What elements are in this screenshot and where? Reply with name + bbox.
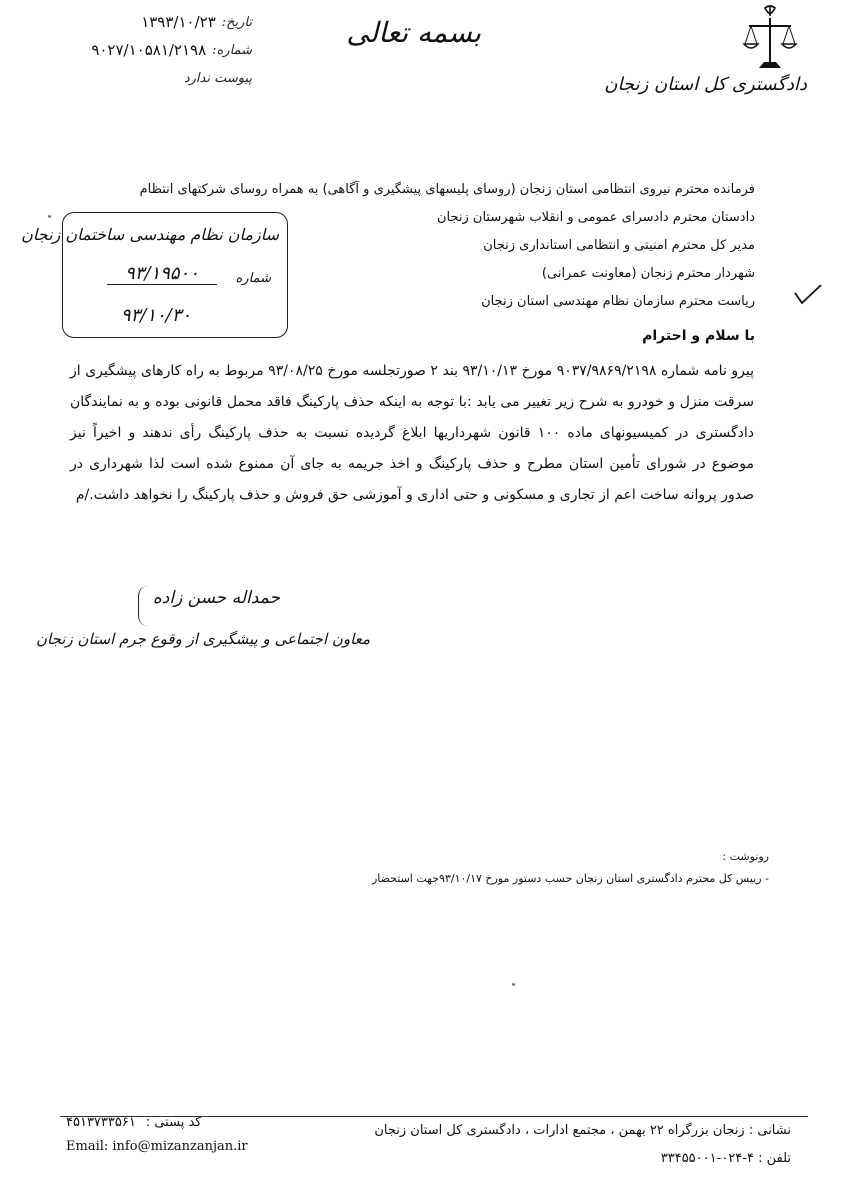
footer-address-block — [331, 1123, 791, 1175]
handwritten-check-icon — [793, 283, 823, 305]
date-label: تاریخ: — [221, 14, 252, 30]
cc-section — [309, 850, 769, 885]
stray-dot — [512, 983, 515, 986]
organization-name: دادگستری کل استان زنجان — [604, 74, 807, 95]
stamp-date: ۹۳/۱۰/۳۰ — [120, 305, 192, 326]
signature-block — [36, 584, 370, 680]
postal-label: کد پستی : — [145, 1115, 202, 1130]
footer-email: Email: info@mizanzanjan.ir — [66, 1139, 248, 1154]
footer-phone: تلفن : ۴-۰۲۴-۳۳۴۵۵۰۰۱ — [660, 1151, 791, 1166]
attachment-note: پیوست ندارد — [183, 70, 252, 86]
scales-of-justice-emblem-icon — [741, 4, 799, 74]
recipient-item: شهردار محترم زنجان (معاونت عمرانی) — [541, 266, 755, 281]
recipients-list — [115, 176, 755, 316]
recipient-item: فرمانده محترم نیروی انتظامی استان زنجان (روسای پلیسهای پیشگیری و آگاهی) به همراه روسای شرکتهای انتظام — [139, 182, 755, 197]
stamp-number: ۹۳/۱۹۵۰۰ — [107, 263, 217, 285]
date-value: ۱۳۹۳/۱۰/۲۳ — [141, 13, 216, 31]
number-label: شماره: — [212, 42, 252, 58]
postal-row — [66, 1115, 306, 1139]
stamp-title: سازمان نظام مهندسی ساختمان زنجان — [21, 225, 279, 244]
stray-dot — [48, 215, 51, 218]
date-row — [66, 8, 252, 36]
cc-title: رونوشت : — [722, 850, 769, 863]
bismillah-heading: بسمه تعالی — [346, 16, 481, 49]
recipient-item: مدیر کل محترم امنیتی و انتظامی استانداری زنجان — [483, 238, 755, 253]
number-value: ۹۰۲۷/۱۰۵۸۱/۲۱۹۸ — [91, 41, 207, 59]
attachment-row — [66, 64, 252, 92]
recipient-item: دادستان محترم دادسرای عمومی و انقلاب شهرستان زنجان — [436, 210, 755, 225]
cc-item: - رییس کل محترم دادگستری استان زنجان حسب دستور مورخ ۹۳/۱۰/۱۷جهت استحضار — [371, 872, 769, 885]
letter-body: پیرو نامه شماره ۹۰۳۷/۹۸۶۹/۲۱۹۸ مورخ ۹۳/۱۰/۱۳ بند ۲ صورتجلسه مورخ ۹۳/۰۸/۲۵ مربوط به راه کارهای پیشگیری از سرقت منزل و خودرو به شرح زیر تغییر می یابد :با توجه به اینکه حذف پارکینگ فاقد محمل قانونی بوده و به نمایندگان دادگستری در کمیسیونهای ماده ۱۰۰ قانون شهرداریها ابلاغ گردیده نسبت به حذف پارکینگ رأی ندهند و اخیراً نیز موضوع در شورای تأمین استان مطرح و حذف پارکینگ و اخذ جریمه به جای آن ممنوع شده است لذا شهرداری در صدور پروانه ساخت اعم از تجاری و مسکونی و حتی اداری و آموزشی حق فروش و حذف پارکینگ را نخواهد داشت./م — [70, 363, 755, 503]
greeting: با سلام و احترام — [642, 328, 755, 344]
signer-name: حمداله حسن زاده — [152, 588, 280, 608]
footer-address: نشانی : زنجان بزرگراه ۲۲ بهمن ، مجتمع ادارات ، دادگستری کل استان زنجان — [374, 1123, 791, 1138]
footer-contact-block — [66, 1115, 306, 1161]
postal-code: ۴۵۱۳۷۳۳۵۶۱ — [66, 1115, 136, 1130]
number-row — [66, 36, 252, 64]
letter-metadata — [66, 8, 252, 92]
stamp-number-label: شماره — [235, 271, 271, 286]
recipient-item: ریاست محترم سازمان نظام مهندسی استان زنجان — [481, 294, 755, 309]
signer-title: معاون اجتماعی و پیشگیری از وقوع جرم استان زنجان — [36, 630, 370, 648]
